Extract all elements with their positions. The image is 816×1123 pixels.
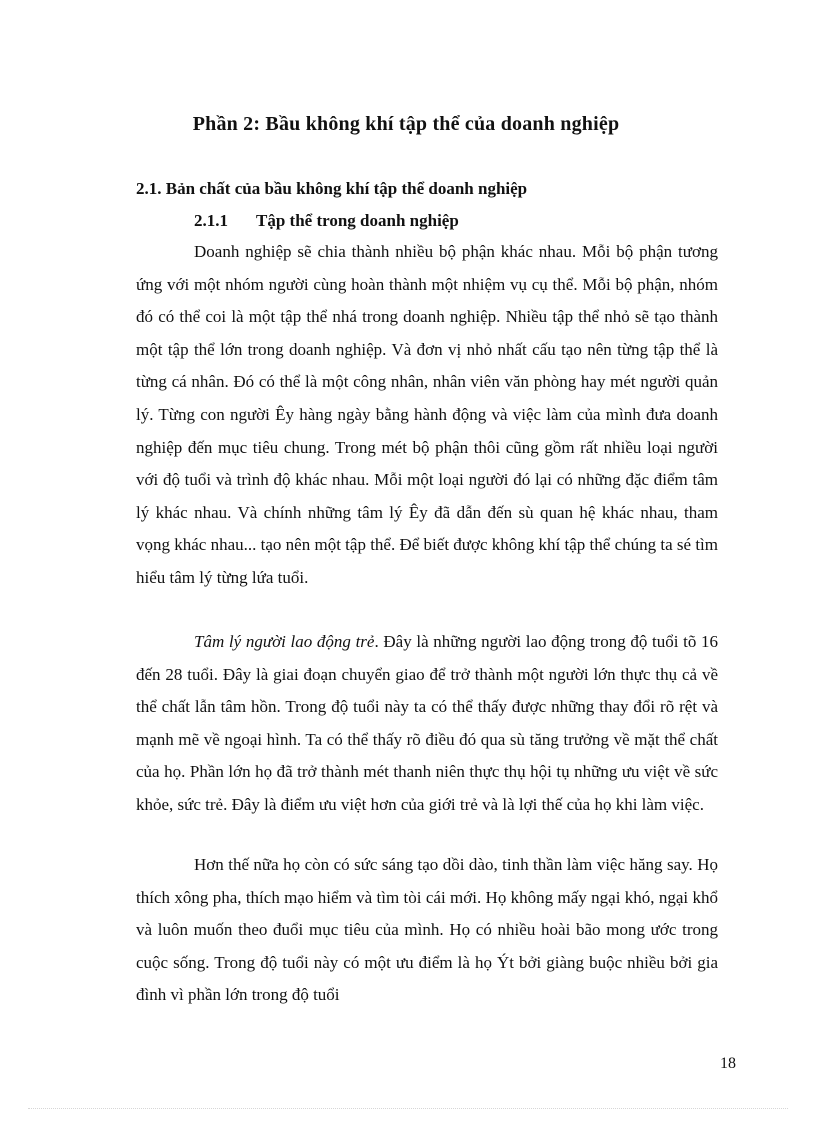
part-title-text: Phần 2: Bầu không khí tập thể của doanh nghiệp (192, 113, 620, 135)
part-title (0, 113, 816, 136)
paragraph-3: Hơn thế nữa họ còn có sức sáng tạo dồi dào, tinh thần làm việc hăng say. Họ thích xông pha, thích mạo hiểm và tìm tòi cái mới. Họ không mấy ngại khó, ngại khổ và luôn muốn theo đuổi mục tiêu của mình. Họ có nhiều hoài bão mong ước trong cuộc sống. Trong độ tuổi này có một ưu điểm là họ Ýt bởi giàng buộc nhiều bởi gia đình vì phần lớn trong độ tuổi (136, 855, 718, 1005)
page-bottom-divider (28, 1108, 788, 1109)
paragraph-1: Doanh nghiệp sẽ chia thành nhiều bộ phận khác nhau. Mỗi bộ phận tương ứng với một nhóm người cùng hoàn thành một nhiệm vụ cụ thể. Mỗi bộ phận, nhóm đó có thể coi là một tập thể nhá trong doanh nghiệp. Nhiều tập thể nhỏ sẽ tạo thành một tập thể lớn trong doanh nghiệp. Và đơn vị nhỏ nhất cấu tạo nên từng tập thể là từng cá nhân. Đó có thể là một công nhân, nhân viên văn phòng hay mét người quản lý. Từng con người Êy hàng ngày bằng hành động và việc làm của mình đưa doanh nghiệp đến mục tiêu chung. Trong mét bộ phận thôi cũng gồm rất nhiều loại người với độ tuổi và trình độ khác nhau. Mỗi một loại người đó lại có những đặc điểm tâm lý khác nhau. Và chính những tâm lý Êy đã dẫn đến sù quan hệ khác nhau, tham vọng khác nhau... tạo nên một tập thể. Để biết được không khí tập thể chúng ta sé tìm hiểu tâm lý từng lứa tuổi. (136, 242, 718, 587)
page-number: 18 (720, 1055, 736, 1072)
paragraph-2-text: . Đây là những người lao động trong độ tuổi tõ 16 đến 28 tuổi. Đây là giai đoạn chuyển giao để trở thành một người lớn thực thụ cả về thể chất lẫn tâm hồn. Trong độ tuổi này ta có thể thấy được những thay đổi rõ rệt và mạnh mẽ về ngoại hình. Ta có thể thấy rõ điều đó qua sù tăng trưởng về mặt thể chất của họ. Phần lớn họ đã trở thành mét thanh niên thực thụ hội tụ những ưu việt về sức khỏe, sức trẻ. Đây là điểm ưu việt hơn của giới trẻ và là lợi thế của họ khi làm việc. (136, 632, 718, 814)
subsection-number: 2.1.1 (194, 211, 228, 230)
paragraph-2 (136, 626, 718, 822)
subsection-heading (194, 211, 459, 231)
section-heading: 2.1. Bản chất của bầu không khí tập thể doanh nghiệp (136, 179, 528, 198)
paragraph-2-lead: Tâm lý người lao động trẻ (194, 632, 375, 651)
subsection-title: Tập thể trong doanh nghiệp (256, 211, 459, 230)
